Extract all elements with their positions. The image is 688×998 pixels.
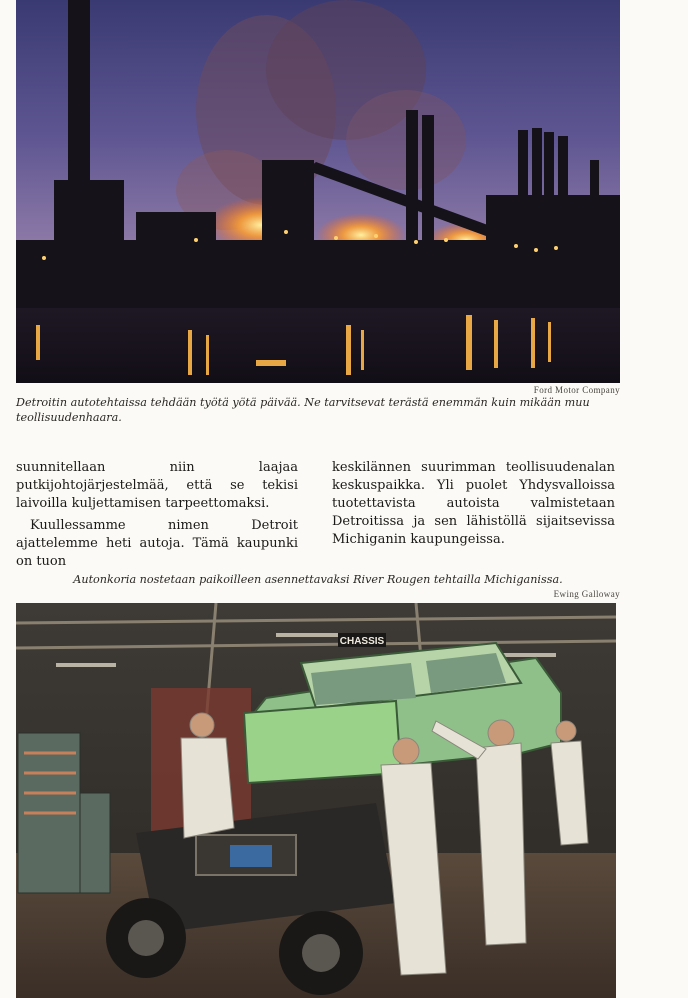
photo-caption: Autonkoria nostetaan paikoilleen asennettavaksi River Rougen tehtailla Michiganissa. bbox=[73, 573, 563, 586]
photo-credit: Ford Motor Company bbox=[533, 385, 620, 395]
paragraph: suunnitellaan niin laajaa putkijohtojärjestelmää, että se tekisi laivoilla kuljettamisen tarpeettomaksi. bbox=[16, 460, 298, 511]
steel-mill-photo bbox=[16, 0, 620, 383]
paragraph: keskilännen suurimman teollisuudenalan keskuspaikka. Yli puolet Yhdysvalloissa tuotettavista autoista valmistetaan Detroitissa ja sen lähistöllä sijaitsevissa Michiganin kaupungeissa. bbox=[332, 460, 615, 547]
photo-credit: Ewing Galloway bbox=[553, 589, 620, 599]
chassis-sign: CHASSIS bbox=[339, 636, 385, 647]
text-column-left bbox=[16, 459, 298, 571]
assembly-line-photo bbox=[16, 603, 616, 998]
text-column-right bbox=[332, 459, 615, 549]
photo-caption: Detroitin autotehtaissa tehdään työtä yötä päivää. Ne tarvitsevat terästä enemmän kuin mikään muu teollisuudenhaara. bbox=[16, 396, 590, 424]
paragraph: Kuullessamme nimen Detroit ajattelemme heti autoja. Tämä kaupunki on tuon bbox=[16, 518, 298, 569]
